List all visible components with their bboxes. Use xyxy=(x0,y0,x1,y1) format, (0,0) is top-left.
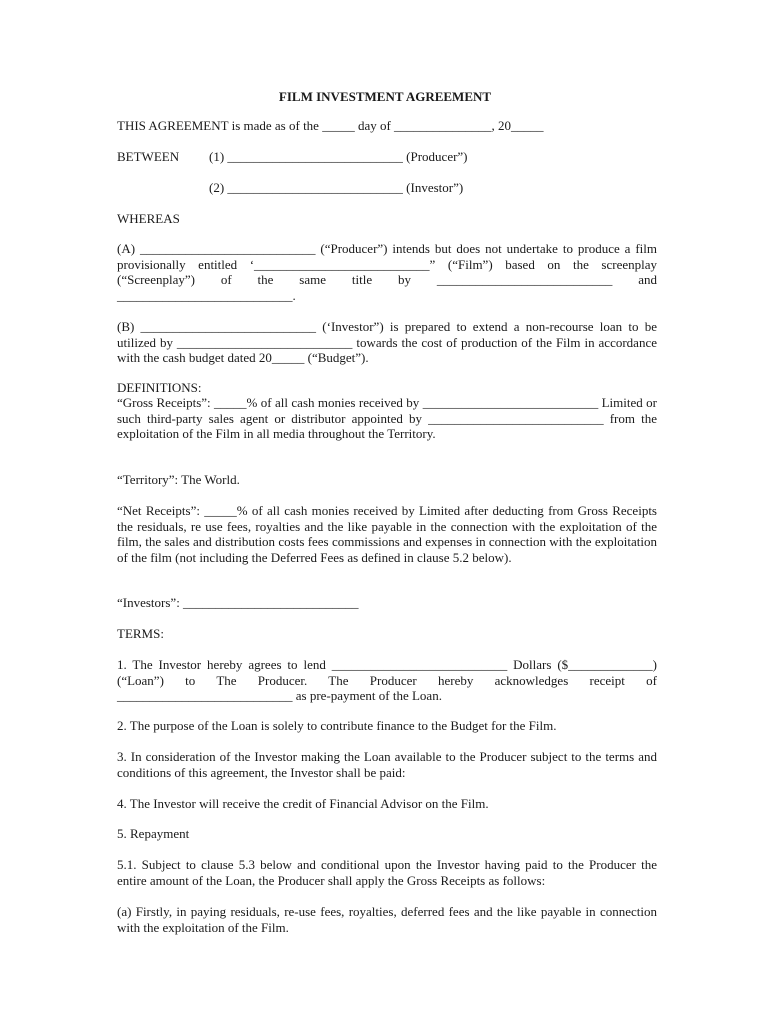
document-title: FILM INVESTMENT AGREEMENT xyxy=(278,89,492,104)
term-5-1: 5.1. Subject to clause 5.3 below and conditional upon the Investor having paid to the Producer the entire amount of the Loan, the Producer shall apply the Gross Receipts as follows: xyxy=(117,857,657,888)
term-5: 5. Repayment xyxy=(117,826,190,841)
recital-a: (A) ___________________________ (“Producer”) intends but does not undertake to produce a film provisionally entitled ‘___________________________” (“Film”) based on the screenplay (“Screenplay”) of the same title by ___________________________ and ___________________________. xyxy=(117,241,657,303)
terms-heading: TERMS: xyxy=(117,626,164,641)
term-1: 1. The Investor hereby agrees to lend ___________________________ Dollars ($_____________) (“Loan”) to The Producer. The Producer hereby acknowledges receipt of ___________________________ as pre-payment of the Loan. xyxy=(117,657,657,703)
definition-territory: “Territory”: The World. xyxy=(117,472,240,487)
party-producer: (1) ___________________________ (Producer”) xyxy=(209,149,468,164)
between-label: BETWEEN xyxy=(117,149,180,164)
term-3: 3. In consideration of the Investor making the Loan available to the Producer subject to the terms and conditions of this agreement, the Investor shall be paid: xyxy=(117,749,657,780)
term-5-1-a: (a) Firstly, in paying residuals, re-use fees, royalties, deferred fees and the like payable in connection with the exploitation of the Film. xyxy=(117,904,657,935)
definitions-heading: DEFINITIONS: xyxy=(117,380,202,395)
term-2: 2. The purpose of the Loan is solely to contribute finance to the Budget for the Film. xyxy=(117,718,557,733)
definition-investors: “Investors”: ___________________________ xyxy=(117,595,359,610)
party-investor: (2) ___________________________ (Investor”) xyxy=(209,180,464,195)
whereas-heading: WHEREAS xyxy=(117,211,180,226)
definition-gross-receipts: “Gross Receipts”: _____% of all cash monies received by ___________________________ Limited or such third-party sales agent or distributor appointed by ___________________________ from the exploitation of the Film in all media throughout the Territory. xyxy=(117,395,657,441)
term-4: 4. The Investor will receive the credit of Financial Advisor on the Film. xyxy=(117,796,489,811)
definition-net-receipts: “Net Receipts”: _____% of all cash monies received by Limited after deducting from Gross Receipts the residuals, re use fees, royalties and the like payable in the connection with the exploitation of the film, the sales and distribution costs fees commissions and expenses in connection with the exploitation of the film (not including the Deferred Fees as defined in clause 5.2 below). xyxy=(117,503,657,565)
agreement-intro: THIS AGREEMENT is made as of the _____ day of _______________, 20_____ xyxy=(117,118,544,133)
recital-b: (B) ___________________________ (‘Investor”) is prepared to extend a non-recourse loan to be utilized by ___________________________ towards the cost of production of the Film in accordance with the cash budget dated 20_____ (“Budget”). xyxy=(117,319,657,365)
